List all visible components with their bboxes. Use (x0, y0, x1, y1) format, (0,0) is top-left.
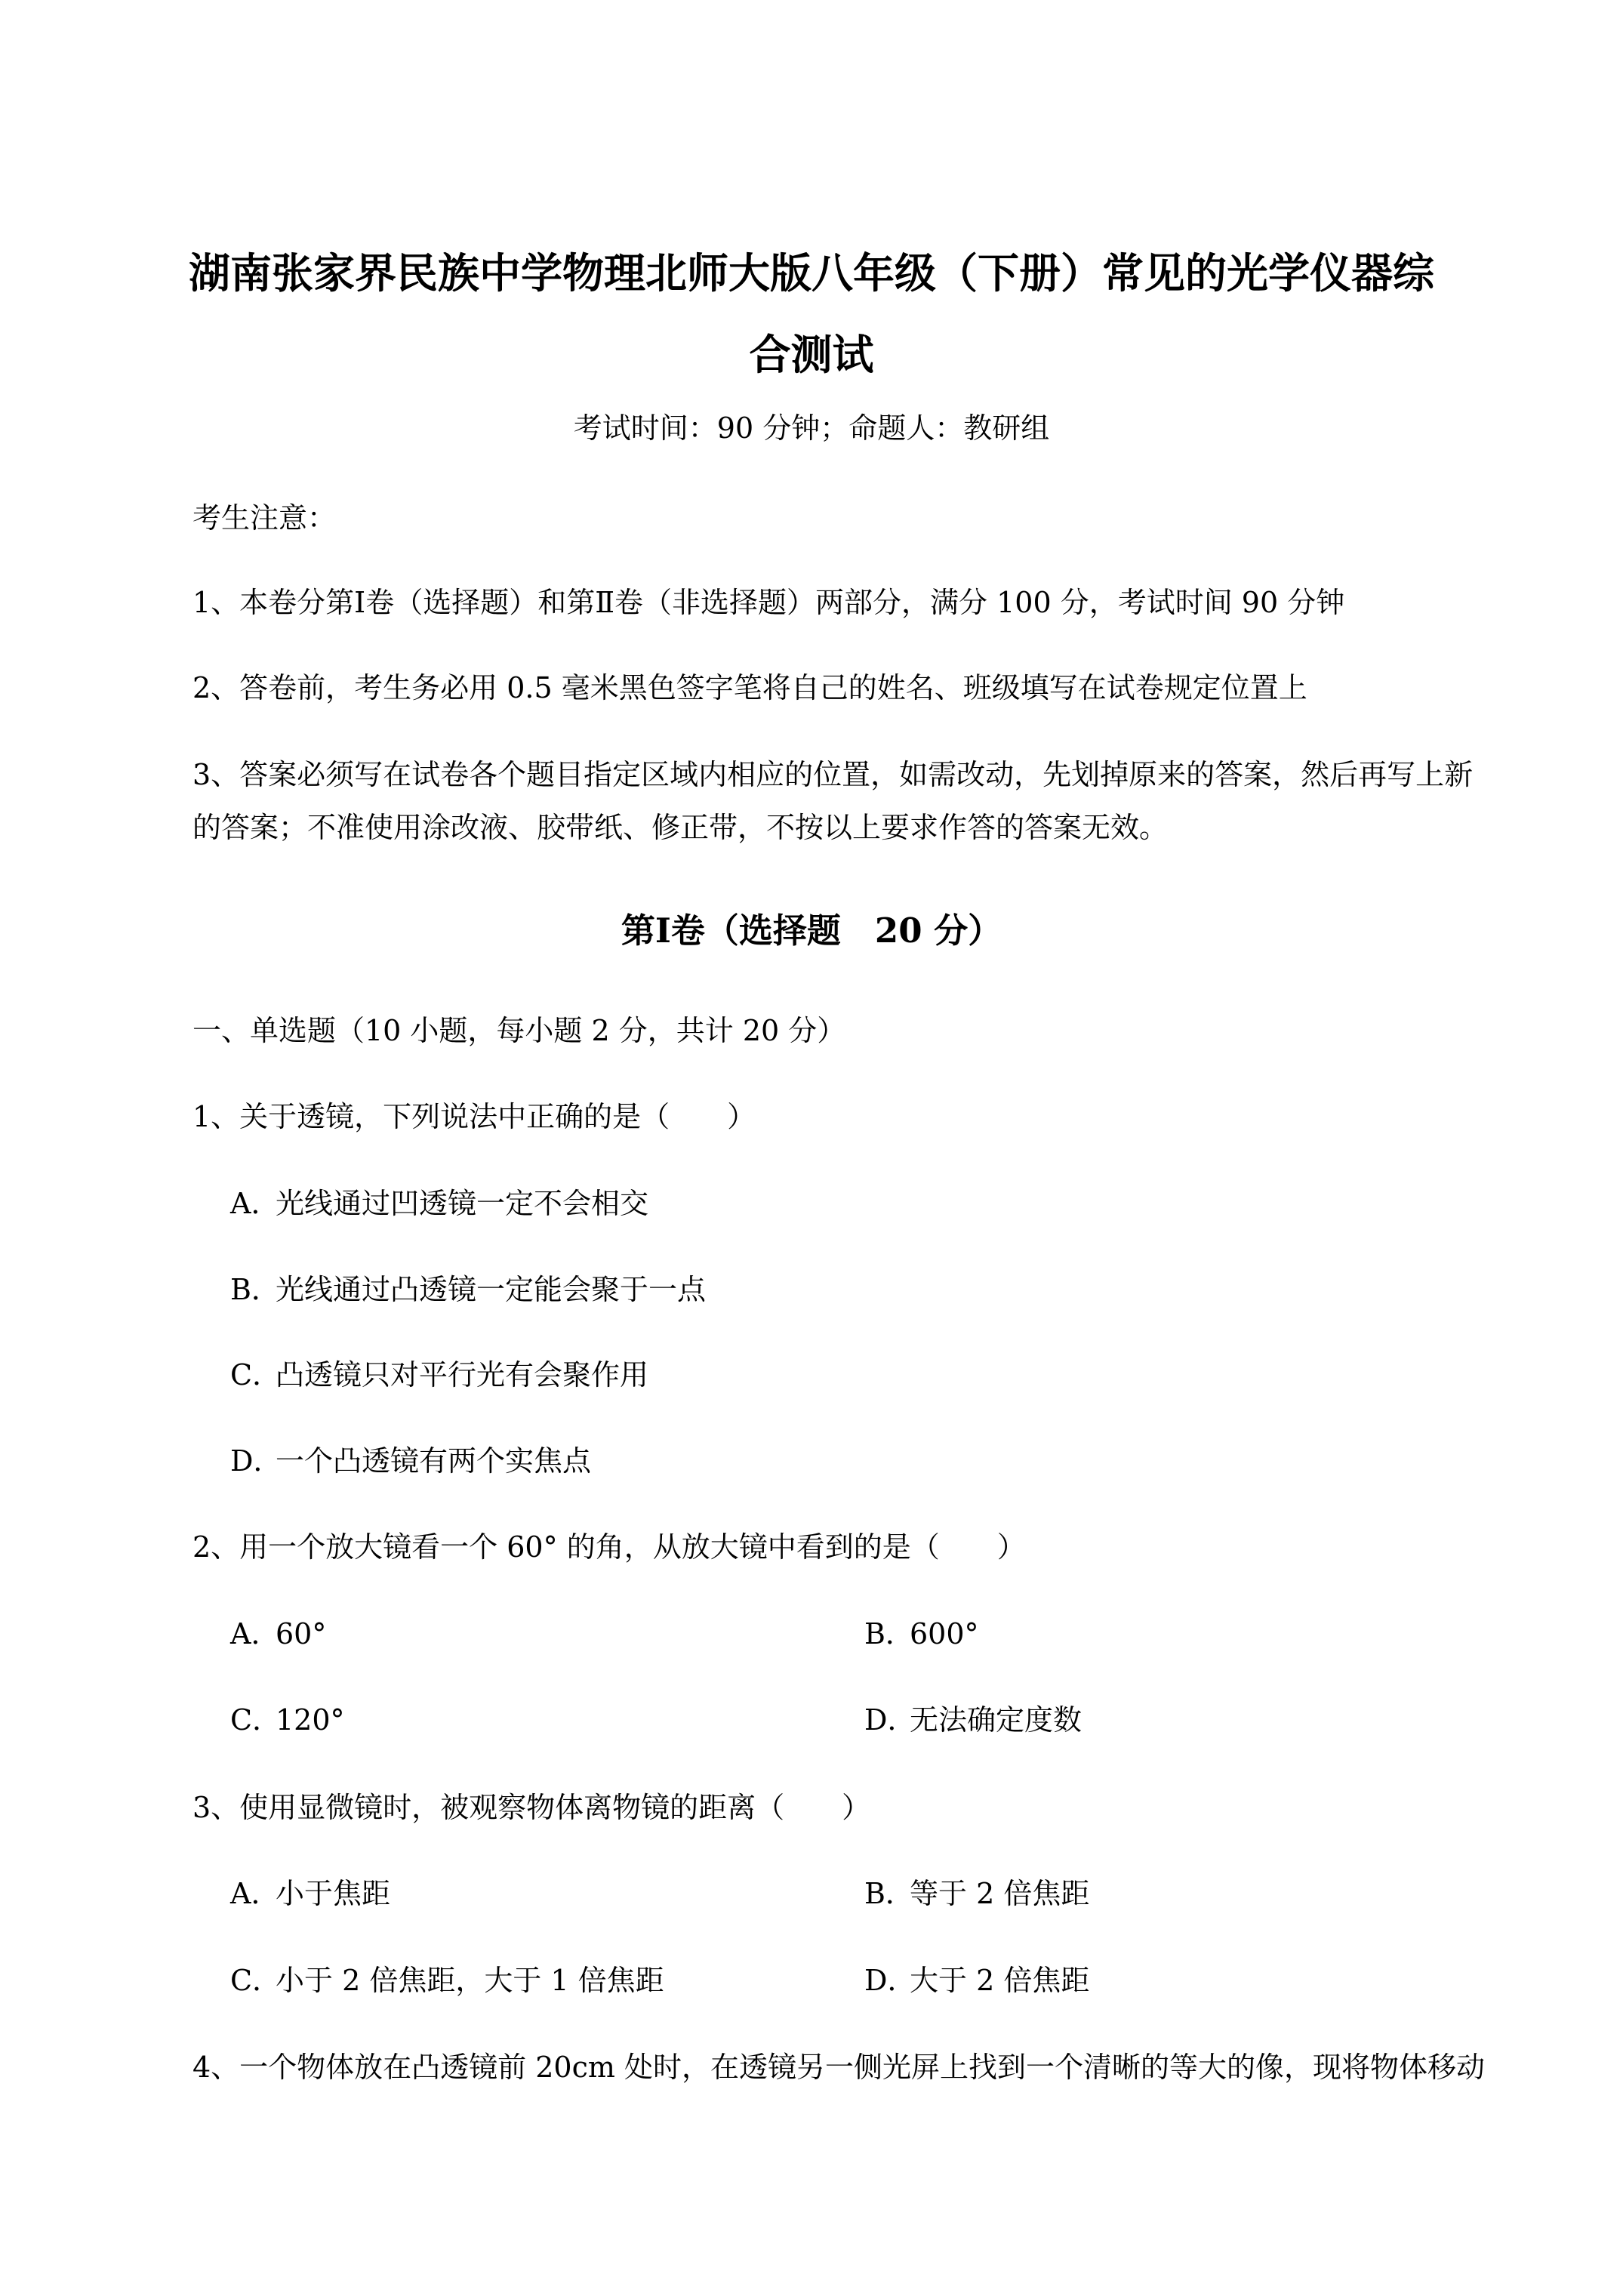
question-2-option-b (864, 1616, 979, 1652)
option-text: 凸透镜只对平行光有会聚作用 (276, 1358, 649, 1391)
option-label: C． (230, 1964, 282, 1997)
question-1-option-a (230, 1185, 648, 1222)
question-3-option-a (230, 1875, 390, 1912)
question-3-stem: 3、使用显微镜时，被观察物体离物镜的距离（ ） (192, 1791, 871, 1824)
option-text: 一个凸透镜有两个实焦点 (276, 1444, 592, 1478)
option-label: D． (864, 1964, 916, 1997)
question-1-option-d (230, 1443, 591, 1479)
notice-item-2: 2、答卷前，考生务必用 0.5 毫米黑色签字笔将自己的姓名、班级填写在试卷规定位置上 (192, 671, 1307, 704)
option-label: B． (230, 1273, 280, 1306)
question-3-option-c (230, 1962, 664, 1999)
question-1-option-b (230, 1271, 706, 1308)
notice-heading: 考生注意： (192, 501, 337, 535)
option-label: C． (230, 1358, 282, 1391)
option-label: D． (230, 1444, 282, 1478)
option-text: 光线通过凸透镜一定能会聚于一点 (276, 1273, 707, 1306)
option-label: A． (230, 1617, 280, 1650)
option-label: B． (864, 1877, 914, 1910)
option-label: A． (230, 1877, 280, 1910)
option-text: 大于 2 倍焦距 (910, 1964, 1090, 1997)
option-text: 小于焦距 (276, 1877, 391, 1910)
question-1-option-c (230, 1357, 648, 1393)
option-text: 无法确定度数 (910, 1703, 1083, 1737)
question-1-stem: 1、关于透镜，下列说法中正确的是（ ） (192, 1100, 756, 1133)
notice-item-3-line2: 的答案；不准使用涂改液、胶带纸、修正带，不按以上要求作答的答案无效。 (192, 811, 1169, 844)
option-text: 等于 2 倍焦距 (910, 1877, 1090, 1910)
question-3-option-d (864, 1962, 1089, 1999)
section-title: 第Ⅰ卷（选择题 20 分） (621, 911, 1002, 951)
option-text: 60° (276, 1617, 327, 1650)
option-label: A． (230, 1187, 280, 1220)
question-2-stem: 2、用一个放大镜看一个 60° 的角，从放大镜中看到的是（ ） (192, 1530, 1026, 1564)
notice-item-3-line1: 3、答案必须写在试卷各个题目指定区域内相应的位置，如需改动，先划掉原来的答案，然后再写上新 (192, 758, 1474, 791)
option-text: 120° (276, 1703, 345, 1737)
exam-title-line1: 湖南张家界民族中学物理北师大版八年级（下册）常见的光学仪器综 (188, 248, 1434, 297)
exam-subtitle: 考试时间：90 分钟；命题人：教研组 (573, 411, 1050, 445)
question-3-option-b (864, 1875, 1089, 1912)
option-text: 光线通过凹透镜一定不会相交 (276, 1187, 649, 1220)
part-heading: 一、单选题（10 小题，每小题 2 分，共计 20 分） (192, 1014, 846, 1047)
notice-item-1: 1、本卷分第Ⅰ卷（选择题）和第Ⅱ卷（非选择题）两部分，满分 100 分，考试时间 90 分钟 (192, 586, 1345, 619)
option-label: C． (230, 1703, 282, 1737)
exam-title-line2: 合测试 (749, 330, 874, 379)
option-text: 600° (910, 1617, 979, 1650)
question-4-stem: 4、一个物体放在凸透镜前 20cm 处时，在透镜另一侧光屏上找到一个清晰的等大的像，现将物体移动 (192, 2051, 1486, 2084)
option-label: D． (864, 1703, 916, 1737)
question-2-option-d (864, 1702, 1082, 1738)
option-label: B． (864, 1617, 914, 1650)
question-2-option-a (230, 1616, 326, 1652)
question-2-option-c (230, 1702, 345, 1738)
option-text: 小于 2 倍焦距，大于 1 倍焦距 (276, 1964, 664, 1997)
